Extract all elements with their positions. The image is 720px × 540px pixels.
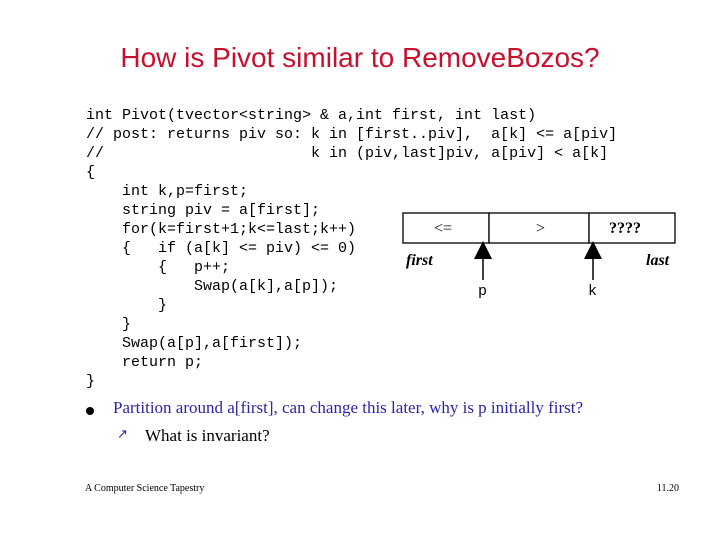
partition-diagram xyxy=(400,208,690,308)
region-label-unknown: ???? xyxy=(609,220,641,237)
first-label: first xyxy=(406,252,433,269)
bullet-dot-icon xyxy=(86,407,94,415)
last-label: last xyxy=(646,252,670,269)
slide-title: How is Pivot similar to RemoveBozos? xyxy=(120,42,600,73)
code-line: Swap(a[k],a[p]); xyxy=(86,278,339,295)
k-pointer-label: k xyxy=(588,283,598,300)
code-line: } xyxy=(86,316,132,333)
code-line: string piv = a[first]; xyxy=(86,202,321,219)
code-line: } xyxy=(86,297,168,314)
arrow-icon: ↗ xyxy=(117,427,128,442)
bullet-text: Partition around a[first], can change this later, why is p initially first? xyxy=(113,398,583,417)
page-number: 11.20 xyxy=(656,483,679,494)
code-line: int Pivot(tvector<string> & a,int first, int last) xyxy=(86,107,537,124)
code-line: { xyxy=(86,164,96,181)
code-line: int k,p=first; xyxy=(86,183,249,200)
code-line: { p++; xyxy=(86,259,231,276)
sub-bullet-text: What is invariant? xyxy=(145,426,270,445)
region-label-gt: > xyxy=(536,220,546,237)
code-line: // k in (piv,last]piv, a[piv] < a[k] xyxy=(86,145,609,162)
code-line: return p; xyxy=(86,354,204,371)
code-line: } xyxy=(86,373,96,390)
region-label-le: <= xyxy=(434,220,453,237)
footer-left: A Computer Science Tapestry xyxy=(85,483,205,494)
code-line: for(k=first+1;k<=last;k++) xyxy=(86,221,357,238)
p-pointer-label: p xyxy=(478,283,488,300)
code-line: { if (a[k] <= piv) <= 0) xyxy=(86,240,357,257)
code-line: // post: returns piv so: k in [first..piv], a[k] <= a[piv] xyxy=(86,126,618,143)
code-line: Swap(a[p],a[first]); xyxy=(86,335,303,352)
